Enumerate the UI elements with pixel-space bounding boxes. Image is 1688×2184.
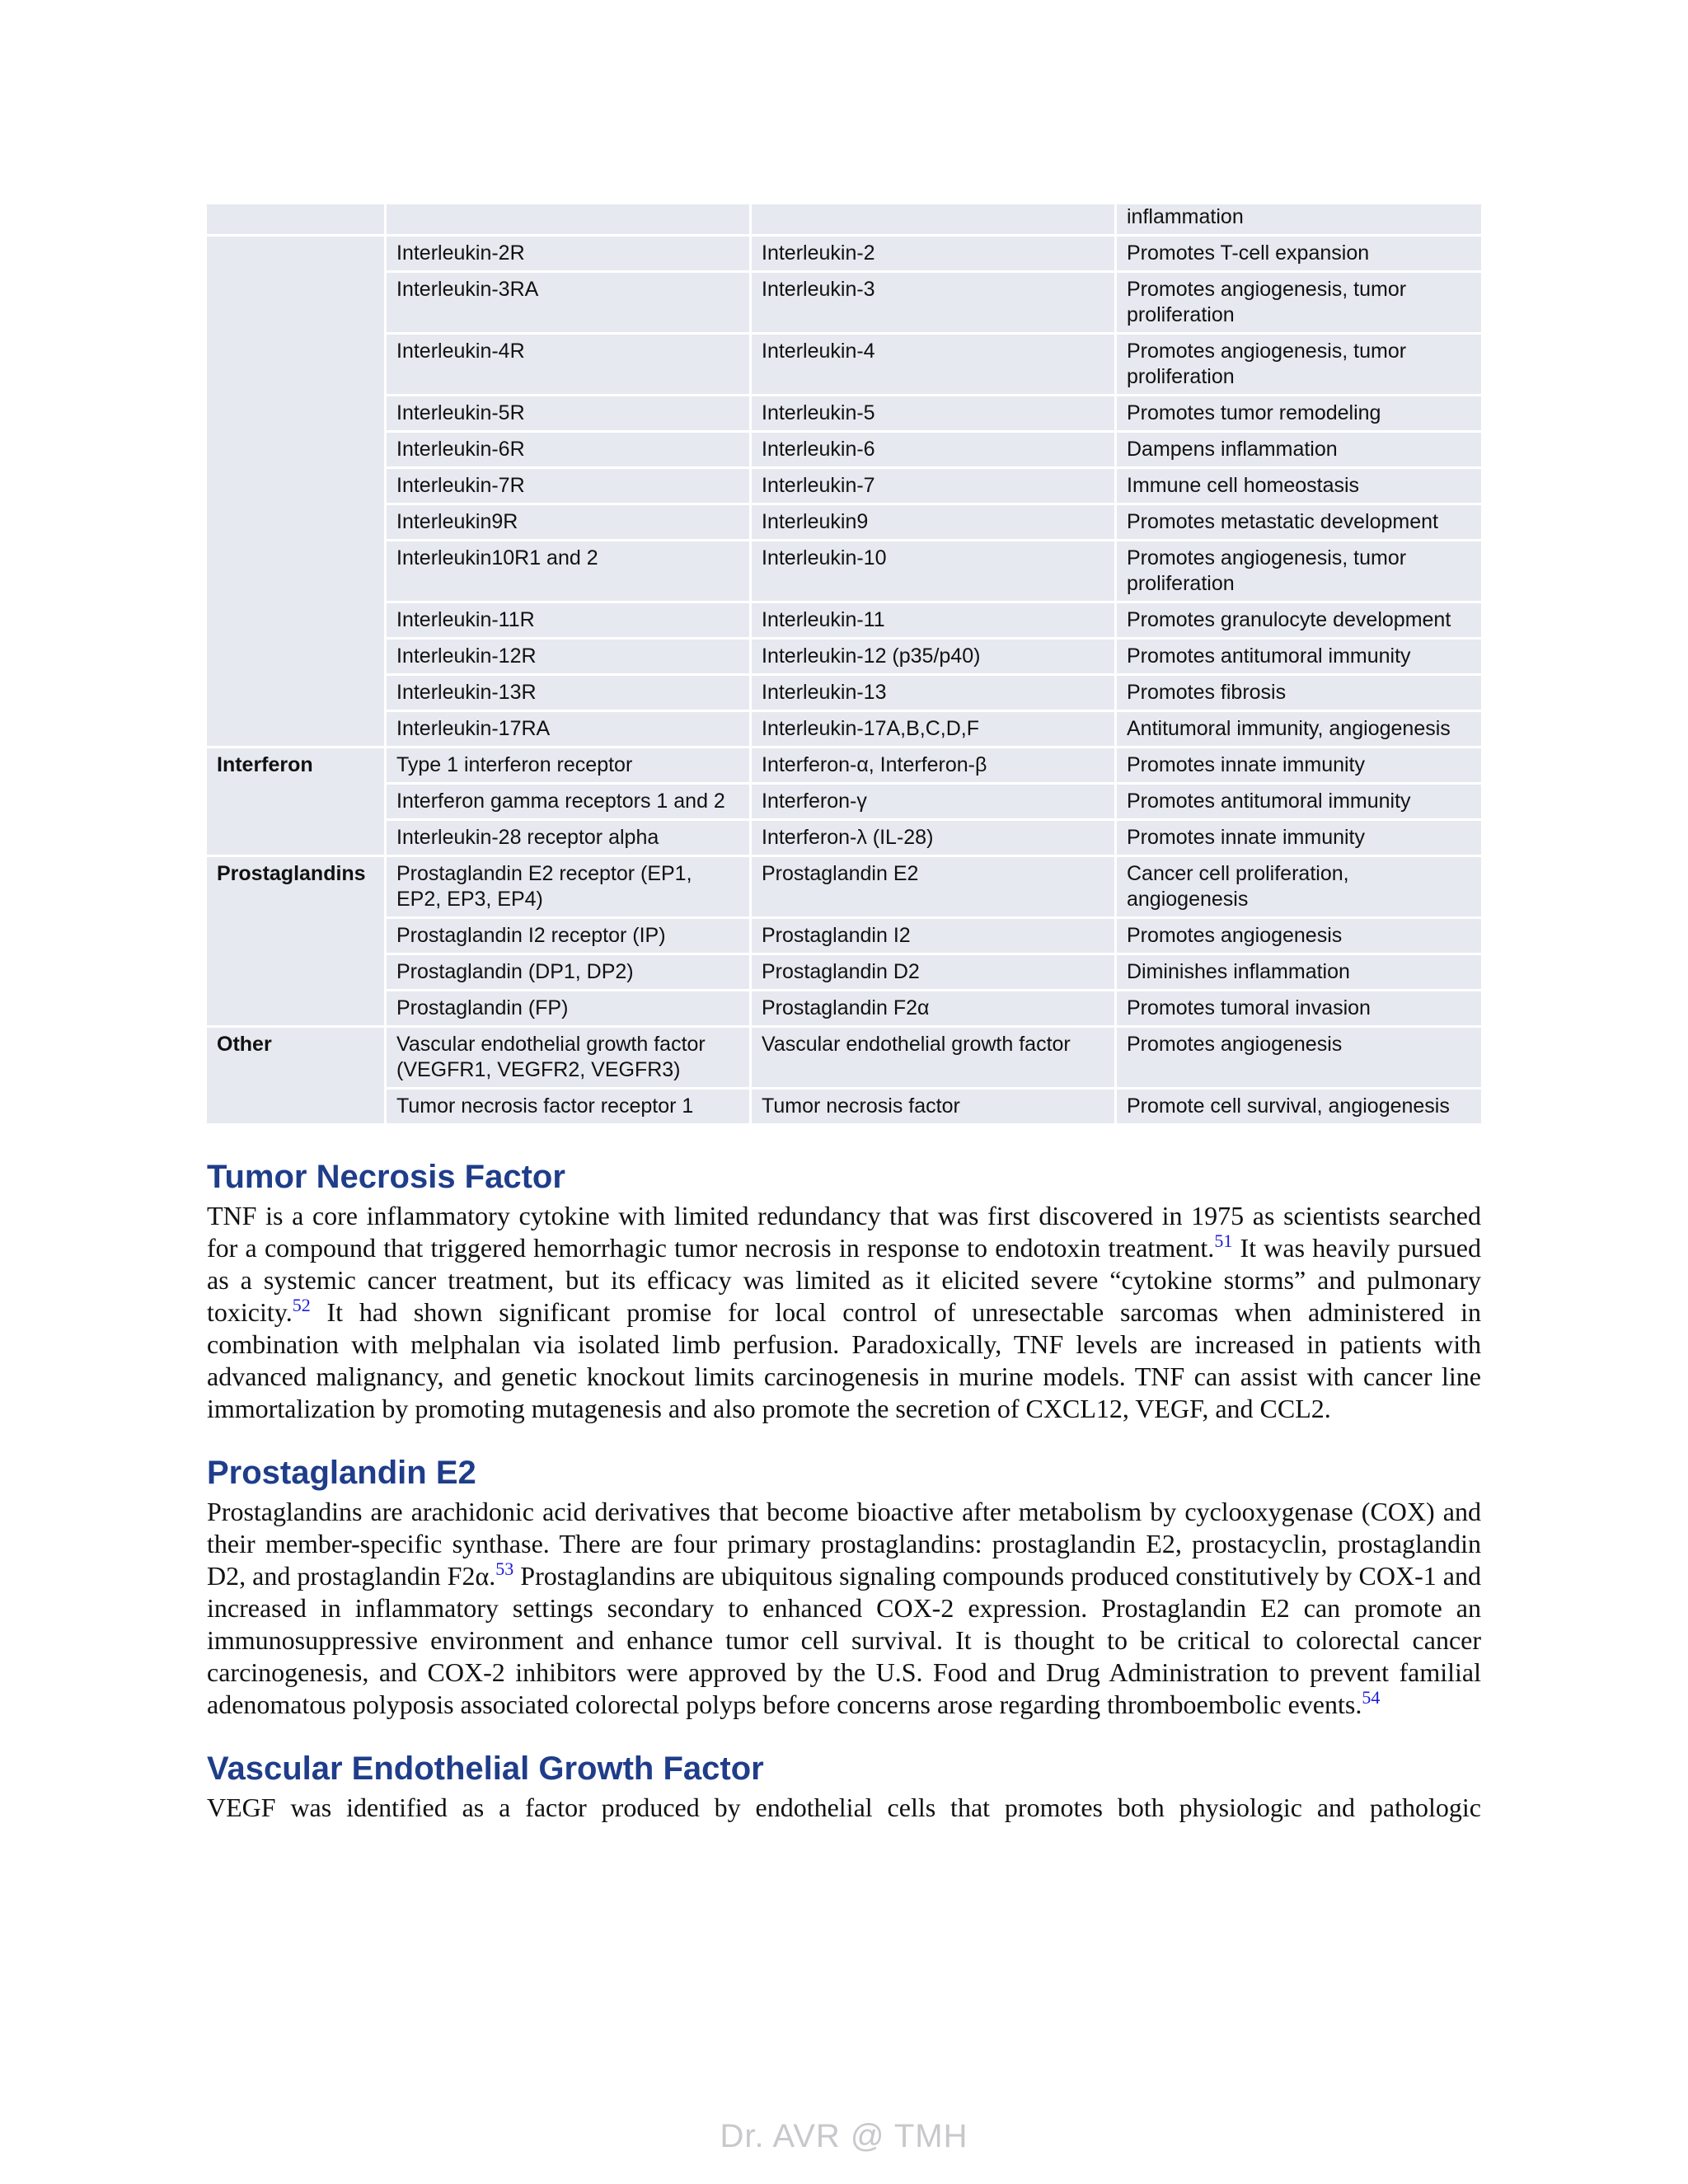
citation-link[interactable]: 52	[292, 1295, 311, 1315]
function-cell: Cancer cell proliferation, angiogenesis	[1117, 857, 1481, 916]
category-cell: Prostaglandins	[207, 857, 384, 1025]
paragraph-text: TNF is a core inflammatory cytokine with limited redundancy that was first discovered in 1975 as scientists searched for a compound that triggered hemorrhagic tumor necrosis in response to endotoxin treatment.	[207, 1201, 1481, 1263]
function-cell: Promotes angiogenesis, tumor proliferation	[1117, 541, 1481, 601]
table-row	[207, 919, 1481, 953]
receptor-cell: Interleukin-12R	[387, 640, 749, 673]
function-cell: Promote cell survival, angiogenesis	[1117, 1090, 1481, 1123]
paragraph-text: It was heavily pursued as a systemic cancer treatment, but its efficacy was limited as it elicited severe “cytokine storms” and pulmonary toxicity.	[207, 1233, 1482, 1327]
receptor-cell: Interleukin-6R	[387, 433, 749, 466]
section-heading: Vascular Endothelial Growth Factor	[207, 1750, 764, 1787]
receptor-cell: Interleukin-28 receptor alpha	[387, 821, 749, 855]
category-cell: Other	[207, 1028, 384, 1123]
ligand-cell: Interleukin-3	[752, 273, 1114, 332]
table-cell: inflammation	[1117, 204, 1481, 234]
table-row	[207, 433, 1481, 466]
section-heading: Tumor Necrosis Factor	[207, 1159, 565, 1195]
table-row	[207, 1090, 1481, 1123]
receptor-cell: Tumor necrosis factor receptor 1	[387, 1090, 749, 1123]
function-cell: Promotes angiogenesis, tumor proliferation	[1117, 335, 1481, 394]
ligand-cell: Prostaglandin F2α	[752, 991, 1114, 1025]
category-cell: Interferon	[207, 748, 384, 855]
function-cell: Promotes innate immunity	[1117, 748, 1481, 782]
function-cell: Promotes tumor remodeling	[1117, 396, 1481, 430]
ligand-cell: Prostaglandin D2	[752, 955, 1114, 989]
function-cell: Promotes angiogenesis, tumor proliferation	[1117, 273, 1481, 332]
table-row	[207, 785, 1481, 818]
receptor-cell: Interleukin-13R	[387, 676, 749, 710]
receptor-cell: Interferon gamma receptors 1 and 2	[387, 785, 749, 818]
function-cell: Promotes metastatic development	[1117, 505, 1481, 539]
citation-link[interactable]: 53	[495, 1558, 514, 1579]
receptor-cell: Interleukin10R1 and 2	[387, 541, 749, 601]
ligand-cell: Interleukin9	[752, 505, 1114, 539]
ligand-cell: Prostaglandin E2	[752, 857, 1114, 916]
ligand-cell: Vascular endothelial growth factor	[752, 1028, 1114, 1087]
section	[207, 1749, 1481, 1824]
ligand-cell: Interleukin-12 (p35/p40)	[752, 640, 1114, 673]
receptor-cell: Interleukin-2R	[387, 237, 749, 270]
table-row	[207, 505, 1481, 539]
section-paragraph	[207, 1792, 1481, 1824]
table-row	[207, 603, 1481, 637]
table-cell	[752, 204, 1114, 234]
function-cell: Promotes T-cell expansion	[1117, 237, 1481, 270]
function-cell: Promotes granulocyte development	[1117, 603, 1481, 637]
citation-link[interactable]: 54	[1362, 1687, 1381, 1708]
function-cell: Immune cell homeostasis	[1117, 469, 1481, 503]
ligand-cell: Interleukin-11	[752, 603, 1114, 637]
function-cell: Diminishes inflammation	[1117, 955, 1481, 989]
receptor-cell: Interleukin-4R	[387, 335, 749, 394]
table-row	[207, 469, 1481, 503]
table-row	[207, 273, 1481, 332]
paragraph-text: Prostaglandins are ubiquitous signaling compounds produced constitutively by COX-1 and increased in inflammatory settings secondary to enhanced COX-2 expression. Prostaglandin E2 can promote an immunosuppressive environment and enhance tumor cell survival. It is thought to be critical to colorectal cancer carcinogenesis, and COX-2 inhibitors were approved by the U.S. Food and Drug Administration to prevent familial adenomatous polyposis associated colorectal polyps before concerns arose regarding thromboembolic events.	[207, 1561, 1482, 1719]
ligand-cell: Interferon-α, Interferon-β	[752, 748, 1114, 782]
table-row	[207, 335, 1481, 394]
function-cell: Dampens inflammation	[1117, 433, 1481, 466]
ligand-cell: Interleukin-13	[752, 676, 1114, 710]
watermark: Dr. AVR @ TMH	[720, 2118, 968, 2154]
table-cell	[387, 204, 749, 234]
receptor-cell: Vascular endothelial growth factor (VEGFR1, VEGFR2, VEGFR3)	[387, 1028, 749, 1087]
receptor-cell: Type 1 interferon receptor	[387, 748, 749, 782]
citation-link[interactable]: 51	[1214, 1230, 1233, 1251]
cytokine-table	[204, 202, 1484, 1126]
receptor-cell: Interleukin-11R	[387, 603, 749, 637]
ligand-cell: Interleukin-10	[752, 541, 1114, 601]
article-sections	[207, 1157, 1481, 1824]
function-cell: Antitumoral immunity, angiogenesis	[1117, 712, 1481, 746]
receptor-cell: Prostaglandin I2 receptor (IP)	[387, 919, 749, 953]
ligand-cell: Interleukin-5	[752, 396, 1114, 430]
ligand-cell: Interferon-γ	[752, 785, 1114, 818]
function-cell: Promotes tumoral invasion	[1117, 991, 1481, 1025]
ligand-cell: Interleukin-4	[752, 335, 1114, 394]
category-cell	[207, 237, 384, 746]
table-row	[207, 1028, 1481, 1087]
function-cell: Promotes fibrosis	[1117, 676, 1481, 710]
ligand-cell: Prostaglandin I2	[752, 919, 1114, 953]
table-row	[207, 955, 1481, 989]
table-cell	[207, 204, 384, 234]
receptor-cell: Interleukin-5R	[387, 396, 749, 430]
section-paragraph	[207, 1496, 1481, 1721]
paragraph-text: It had shown significant promise for local control of unresectable sarcomas when administered in combination with melphalan via isolated limb perfusion. Paradoxically, TNF levels are increased in patients with advanced malignancy, and genetic knockout limits carcinogenesis in murine models. TNF can assist with cancer line immortalization by promoting mutagenesis and also promote the secretion of CXCL12, VEGF, and CCL2.	[207, 1297, 1481, 1423]
function-cell: Promotes antitumoral immunity	[1117, 640, 1481, 673]
table-row	[207, 748, 1481, 782]
receptor-cell: Interleukin-3RA	[387, 273, 749, 332]
page-content	[207, 202, 1481, 1824]
function-cell: Promotes innate immunity	[1117, 821, 1481, 855]
table-row	[207, 857, 1481, 916]
section-paragraph	[207, 1200, 1481, 1425]
paragraph-text: VEGF was identified as a factor produced by endothelial cells that promotes both physiologic and pathologic	[207, 1793, 1481, 1822]
receptor-cell: Interleukin-17RA	[387, 712, 749, 746]
ligand-cell: Tumor necrosis factor	[752, 1090, 1114, 1123]
table-row	[207, 396, 1481, 430]
section-heading: Prostaglandin E2	[207, 1455, 476, 1491]
table-row	[207, 712, 1481, 746]
table-row	[207, 541, 1481, 601]
table-row	[207, 640, 1481, 673]
function-cell: Promotes antitumoral immunity	[1117, 785, 1481, 818]
receptor-cell: Prostaglandin (DP1, DP2)	[387, 955, 749, 989]
ligand-cell: Interleukin-17A,B,C,D,F	[752, 712, 1114, 746]
section	[207, 1453, 1481, 1721]
receptor-cell: Interleukin-7R	[387, 469, 749, 503]
ligand-cell: Interleukin-7	[752, 469, 1114, 503]
table-row	[207, 204, 1481, 234]
paragraph-text: Prostaglandins are arachidonic acid derivatives that become bioactive after metabolism by cyclooxygenase (COX) and their member-specific synthase. There are four primary prostaglandins: prostaglandin E2, prostacyclin, prostaglandin D2, and prostaglandin F2α.	[207, 1497, 1481, 1591]
table-row	[207, 821, 1481, 855]
function-cell: Promotes angiogenesis	[1117, 1028, 1481, 1087]
section	[207, 1157, 1481, 1425]
receptor-cell: Prostaglandin E2 receptor (EP1, EP2, EP3, EP4)	[387, 857, 749, 916]
receptor-cell: Prostaglandin (FP)	[387, 991, 749, 1025]
function-cell: Promotes angiogenesis	[1117, 919, 1481, 953]
ligand-cell: Interleukin-2	[752, 237, 1114, 270]
ligand-cell: Interferon-λ (IL-28)	[752, 821, 1114, 855]
table-row	[207, 676, 1481, 710]
ligand-cell: Interleukin-6	[752, 433, 1114, 466]
table-row	[207, 991, 1481, 1025]
table-row	[207, 237, 1481, 270]
receptor-cell: Interleukin9R	[387, 505, 749, 539]
